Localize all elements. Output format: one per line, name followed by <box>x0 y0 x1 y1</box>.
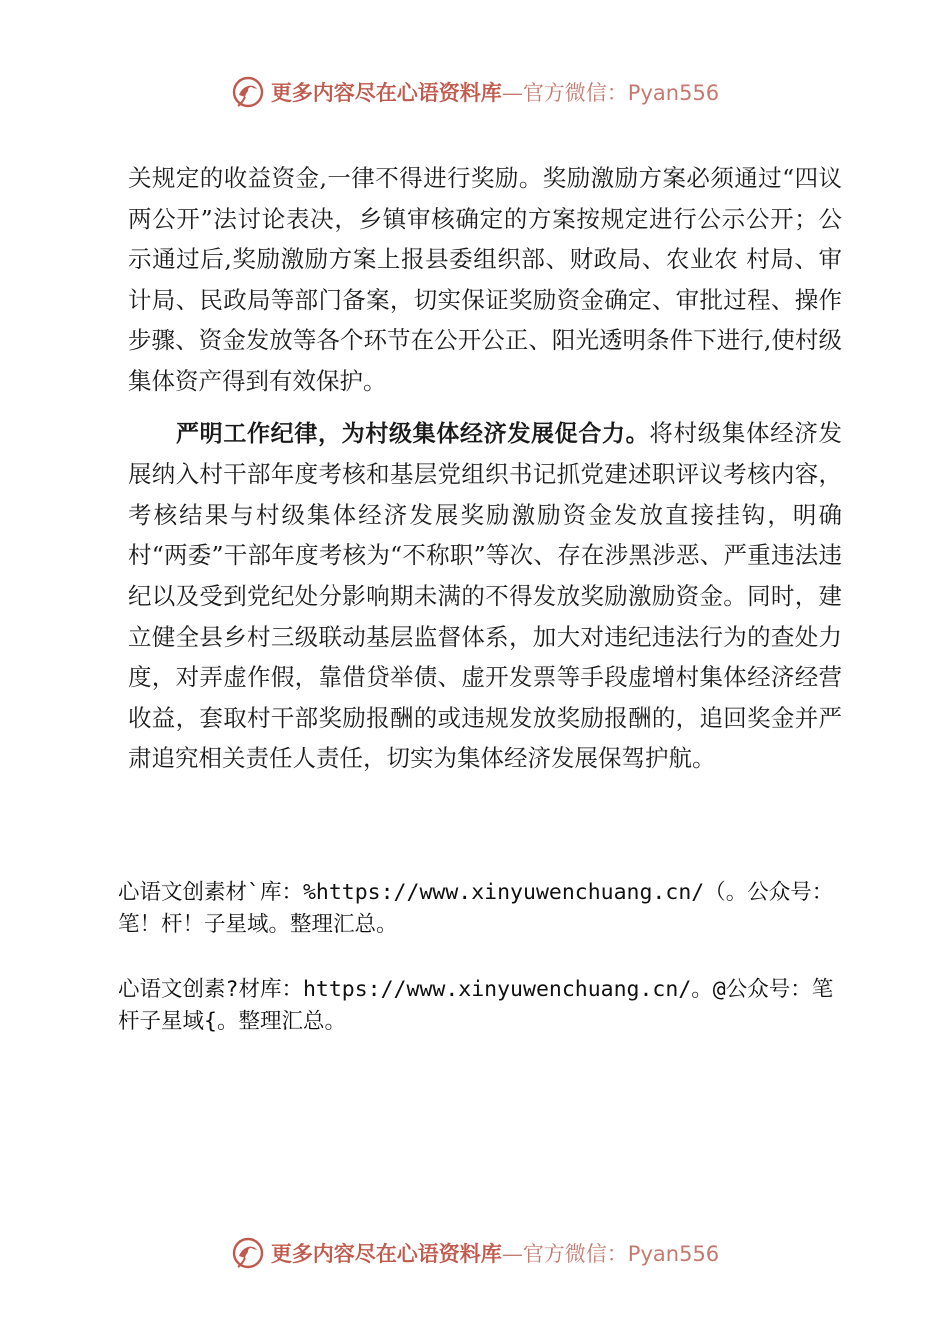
footer-banner <box>0 1233 950 1273</box>
paragraph-1: 关规定的收益资金,一律不得进行奖励。奖励激励方案必须通过“四议两公开”法讨论表决，乡镇审核确定的方案按规定进行公示公开；公示通过后,奖励激励方案上报县委组织部、财政局、农业农 村局、审计局、民政局等部门备案，切实保证奖励资金确定、审批过程、操作步骤、资金发放等各个环节在公开公正、阳光透明条件下进行,使村级集体资产得到有效保护。 <box>128 164 842 395</box>
header-brand: 更多内容尽在心语资料库 <box>270 80 502 105</box>
document-body <box>128 158 842 779</box>
footer-dash: — <box>501 1242 523 1266</box>
header-wechat: 官方微信：Pyan556 <box>522 81 720 105</box>
source-note-1: 心语文创素材`库：%https://www.xinyuwenchuang.cn/（。公众号：笔！杆！子星域。整理汇总。 <box>118 880 834 937</box>
header-dash: — <box>501 81 523 105</box>
footer-text <box>271 1238 719 1268</box>
header-text <box>271 77 719 107</box>
red-rose-logo-icon <box>231 75 265 109</box>
paragraph-2-heading: 严明工作纪律，为村级集体经济发展促合力。 <box>176 420 650 447</box>
source-note-2: 心语文创素?材库：https://www.xinyuwenchuang.cn/。@公众号：笔杆子星域{。整理汇总。 <box>118 977 834 1034</box>
footer-wechat: 官方微信：Pyan556 <box>522 1242 720 1266</box>
red-rose-logo-icon <box>231 1236 265 1270</box>
header-banner <box>0 72 950 112</box>
footer-brand: 更多内容尽在心语资料库 <box>270 1241 502 1266</box>
paragraph-2 <box>128 413 842 779</box>
paragraph-2-body: 将村级集体经济发展纳入村干部年度考核和基层党组织书记抓党建述职评议考核内容，考核结果与村级集体经济发展奖励激励资金发放直接挂钩，明确村“两委”干部年度考核为“不称职”等次、存在涉黑涉恶、严重违法违纪以及受到党纪处分影响期未满的不得发放奖励激励资金。同时，建立健全县乡村三级联动基层监督体系，加大对违纪违法行为的查处力度，对弄虚作假，靠借贷举债、虚开发票等手段虚增村集体经济经营收益，套取村干部奖励报酬的或违规发放奖励报酬的，追回奖金并严肃追究相关责任人责任，切实为集体经济发展保驾护航。 <box>128 418 843 773</box>
